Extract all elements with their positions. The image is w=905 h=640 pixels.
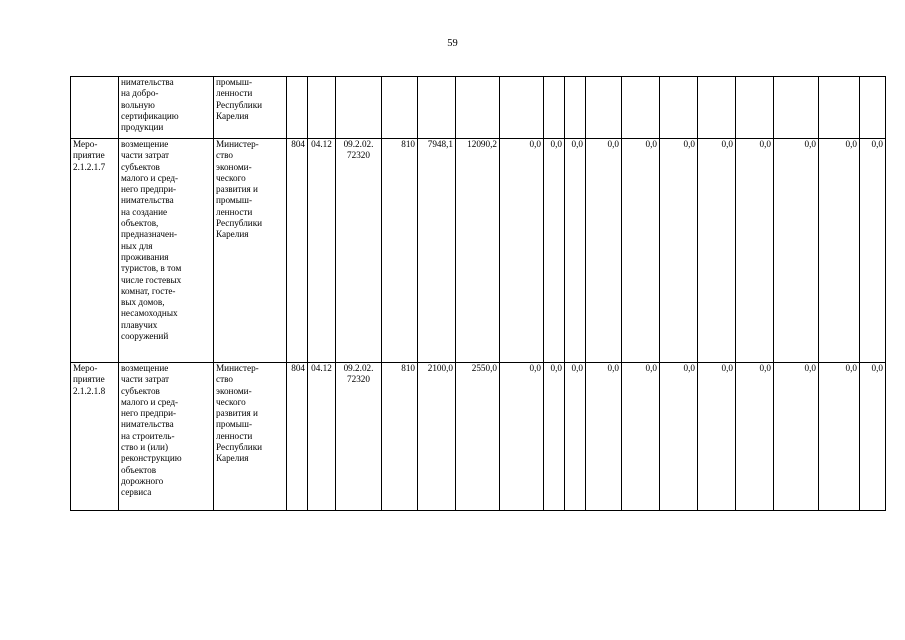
value-cell: 0,0: [736, 139, 774, 363]
value-cell: 0,0: [565, 363, 586, 511]
value-cell: 09.2.02. 72320: [336, 139, 382, 363]
value-cell: [736, 77, 774, 139]
table-row: [71, 139, 886, 363]
value-cell: 804: [287, 139, 308, 363]
value-cell: [698, 77, 736, 139]
executor-cell: Министер- ство экономи- ческого развития и промыш- ленности Республики Карелия: [214, 139, 287, 363]
event-name-cell: Меро- приятие 2.1.2.1.7: [71, 139, 119, 363]
value-cell: [500, 77, 544, 139]
value-cell: 0,0: [544, 139, 565, 363]
value-cell: [382, 77, 418, 139]
value-cell: [544, 77, 565, 139]
value-cell: 0,0: [660, 363, 698, 511]
value-cell: 09.2.02. 72320: [336, 363, 382, 511]
value-cell: [622, 77, 660, 139]
value-cell: 810: [382, 139, 418, 363]
table-row: [71, 77, 886, 139]
value-cell: [586, 77, 622, 139]
value-cell: 0,0: [586, 139, 622, 363]
value-cell: [336, 77, 382, 139]
event-description-cell: возмещение части затрат субъектов малого и сред- него предпри- нимательства на создание объектов, предназначен- ных для проживания туристов, в том числе гостевых комнат, госте- вых домов, несамоходных плавучих сооружений: [119, 139, 214, 363]
value-cell: 0,0: [500, 363, 544, 511]
value-cell: [819, 77, 860, 139]
executor-cell: Министер- ство экономи- ческого развития и промыш- ленности Республики Карелия: [214, 363, 287, 511]
event-name-cell: [71, 77, 119, 139]
value-cell: [456, 77, 500, 139]
budget-table: [70, 76, 886, 511]
event-name-cell: Меро- приятие 2.1.2.1.8: [71, 363, 119, 511]
value-cell: 12090,2: [456, 139, 500, 363]
value-cell: 810: [382, 363, 418, 511]
page-number: 59: [447, 38, 458, 49]
table-row: [71, 363, 886, 511]
value-cell: 0,0: [698, 363, 736, 511]
value-cell: 2100,0: [418, 363, 456, 511]
value-cell: 0,0: [586, 363, 622, 511]
value-cell: 0,0: [860, 363, 886, 511]
value-cell: [774, 77, 819, 139]
value-cell: 0,0: [622, 363, 660, 511]
value-cell: 2550,0: [456, 363, 500, 511]
value-cell: 0,0: [622, 139, 660, 363]
value-cell: 0,0: [660, 139, 698, 363]
value-cell: 0,0: [544, 363, 565, 511]
value-cell: [660, 77, 698, 139]
value-cell: 04.12: [308, 363, 336, 511]
value-cell: 0,0: [819, 363, 860, 511]
value-cell: 0,0: [565, 139, 586, 363]
value-cell: 0,0: [774, 139, 819, 363]
value-cell: 804: [287, 363, 308, 511]
value-cell: 0,0: [774, 363, 819, 511]
value-cell: 04.12: [308, 139, 336, 363]
value-cell: 7948,1: [418, 139, 456, 363]
value-cell: [287, 77, 308, 139]
executor-cell: промыш- ленности Республики Карелия: [214, 77, 287, 139]
value-cell: [418, 77, 456, 139]
event-description-cell: возмещение части затрат субъектов малого и сред- него предпри- нимательства на строитель- ство и (или) реконструкцию объектов дорожного сервиса: [119, 363, 214, 511]
value-cell: 0,0: [819, 139, 860, 363]
event-description-cell: нимательства на добро- вольную сертификацию продукции: [119, 77, 214, 139]
value-cell: 0,0: [860, 139, 886, 363]
value-cell: 0,0: [698, 139, 736, 363]
value-cell: [860, 77, 886, 139]
value-cell: 0,0: [736, 363, 774, 511]
value-cell: 0,0: [500, 139, 544, 363]
value-cell: [308, 77, 336, 139]
value-cell: [565, 77, 586, 139]
